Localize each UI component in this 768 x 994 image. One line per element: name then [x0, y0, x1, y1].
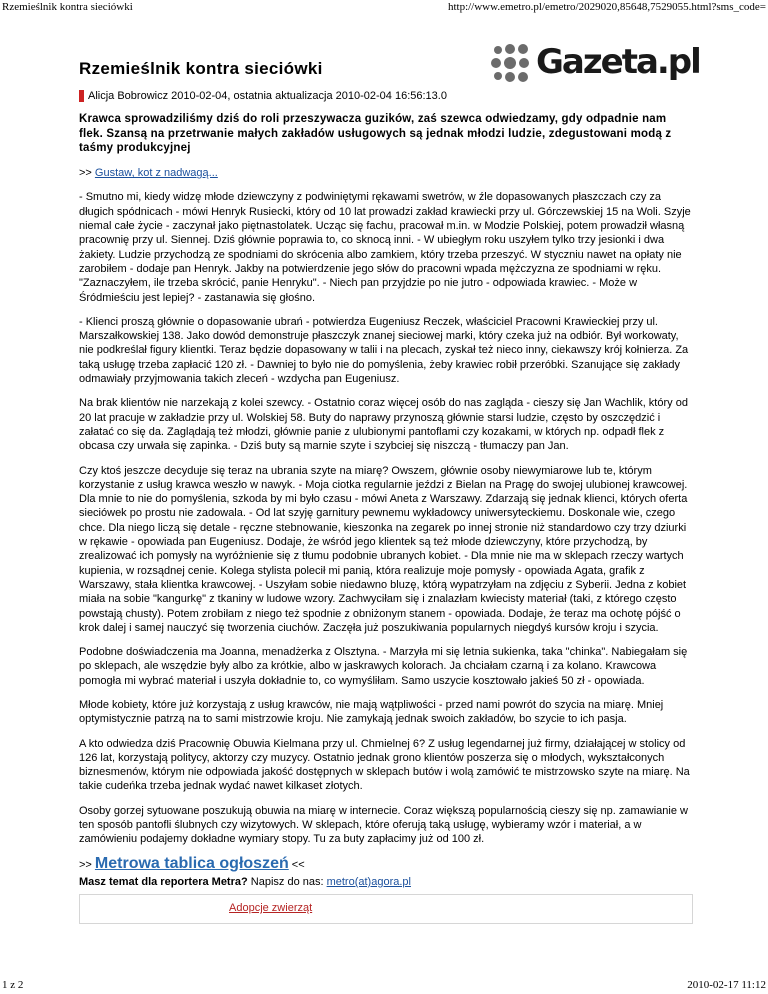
article-byline: Alicja Bobrowicz 2010-02-04, ostatnia aktualizacja 2010-02-04 16:56:13.0	[88, 90, 447, 102]
article-meta	[79, 89, 691, 103]
reporter-tip	[79, 875, 691, 889]
paragraph-2: - Klienci proszą głównie o dopasowanie ubrań - potwierdza Eugeniusz Reczek, właściciel Pracowni Krawieckiej przy ul. Marszałkowskiej 138. Jako dowód demonstruje płaszczyk znanej sieciowej marki, który czeka już na odbiór. Był workowaty, nie podkreślał figury klientki. Teraz będzie dopasowany w talii i na plecach, zyskał też nieco inny, ciekawszy krój kołnierza. Za taką usługę trzeba zapłacić 120 zł. - Dawniej to było nie do pomyślenia, żeby krawiec robił przeróbki. Szanujące się zakłady odmawiały przyjmowania takich zleceń - wzdycha pan Eugeniusz.	[79, 315, 689, 386]
related-prefix: >>	[79, 167, 92, 180]
article-title: Rzemieślnik kontra sieciówki	[79, 59, 323, 78]
print-timestamp: 2010-02-17 11:12	[687, 979, 766, 991]
paragraph-5: Podobne doświadczenia ma Joanna, menadżerka z Olsztyna. - Marzyła mi się letnia sukienka, taka "chinka". Nabiegałam się po sklepach, ale wszędzie były albo za krótkie, albo w jaskrawych kolorach. Ja chciałam czarną i za kolano. Krawcowa pomogła mi wybrać materiał i uszyła dokładnie to, co wymyśliłam. Samo uszycie kosztowało jakieś 50 zł - opowiada.	[79, 646, 688, 687]
tip-email-link[interactable]: metro(at)agora.pl	[326, 875, 411, 888]
tip-question: Masz temat dla reportera Metra?	[79, 875, 248, 888]
paragraph-1: - Smutno mi, kiedy widzę młode dziewczyny z podwiniętymi rękawami swetrów, w źle dopasowanych płaszczach czy za długich spódnicach - mówi Henryk Rusiecki, który od 10 lat prowadzi zakład krawiecki przy ul. Górczewskiej 15 na Woli. Szyje niemal całe życie - zaczynał jako piętnastolatek. Ucząc się fachu, pracował m.in. w Modzie Polskiej, potem prowadził własną pracownię przy ul. Siennej. Dziś głównie poprawia to, co sknocą inni. - W ubiegłym roku uszyłem tylko trzy jesionki i dwa żakiety. Ludzie przychodzą ze spodniami do skrócenia albo zamkiem, który trzeba przeszyć. W styczniu nawet na opłaty nie zarobiłem - dodaje pan Henryk. Jakby na potwierdzenie jego słów do pracowni wpada mężczyzna ze spodniami w ręku. "Zaznaczyłem, ile trzeba skrócić, panie Henryku". - Niech pan przyjdzie po nie jutro - odpowiada krawiec. - Może w Śródmieściu jest lepiej? - zastanawia się głośno.	[79, 191, 691, 304]
article-lead: Krawca sprowadziliśmy dziś do roli przeszywacza guzików, zaś szewca odwiedzamy, gdy odpadnie nam flek. Szansą na przetrwanie małych zakładów usługowych są jednak młodzi ludzie, zdegustowani modą z taśmy produkcyjnej	[79, 113, 672, 154]
page-counter: 1 z 2	[2, 979, 24, 991]
board-prefix: >>	[79, 858, 92, 871]
print-header	[0, 0, 768, 16]
related-link-row	[79, 166, 691, 180]
ads-box	[79, 894, 693, 924]
logo-wordmark: Gazeta.pl	[536, 42, 700, 82]
board-suffix: <<	[291, 858, 305, 871]
board-link[interactable]: Metrowa tablica ogłoszeń	[94, 854, 289, 872]
paragraph-6: Młode kobiety, które już korzystają z usług krawców, nie mają wątpliwości - przed nami powrót do szycia na miarę. Mniej optymistycznie patrzą na to sami mistrzowie kroju. Nie zamykają jednak swoich zakładów, bo szycie to ich pasja.	[79, 698, 664, 726]
paragraph-4: Czy ktoś jeszcze decyduje się teraz na ubrania szyte na miarę? Owszem, głównie osoby niewymiarowe lub te, którym korzystanie z usług krawca weszło w nawyk. - Moja ciotka regularnie jeździ z Bielan na Pragę do swojej ulubionej krawcowej. Dla mnie to nie do pomyślenia, szkoda by mi było czasu - mówi Aneta z Warszawy. Zdarzają się jednak klienci, których oferta sieciówek po prostu nie zadowala. - Od lat szyję garnitury pewnemu wykładowcy uniwersyteckiemu. Doskonale wie, czego chce. Dla niego liczą się detale - ręczne stebnowanie, kieszonka na zegarek po innej stronie niż standardowo czy trzy dziurki w rękawie - opowiada pan Eugeniusz. Dodaje, że wśród jego klientek są też młode dziewczyny, które przychodzą, by zrealizować ich pomysły na wyróżnienie się z tłumu podobnie ubranych kobiet. - Dla mnie nie ma w sklepach rzeczy wartych kupienia, w rozsądnej cenie. Kolega stylista polecił mi panią, która realizuje moje pomysły - opowiada Agata, grafik z Warszawy, stała klientka krawcowej. - Uszyłam sobie niedawno bluzę, którą wypatrzyłam na zdjęciu z Syberii. Jedna z kobiet miała na sobie "kangurkę" z tkaniny w ludowe wzory. Zachwyciłam się i znalazłam kwiecisty materiał (taki, z którego często powstają chusty). Potem zrobiłam z niego też spodnie z obniżonym stanem - opowiada. Dodaje, że teraz ma ochotę pójść o krok dalej i samej nauczyć się tworzenia ciuchów. Zaczęła już poszukiwania popularnych niegdyś kursów kroju i szycia.	[79, 464, 688, 634]
related-link[interactable]: Gustaw, kot z nadwagą...	[94, 167, 218, 180]
print-header-title: Rzemieślnik kontra sieciówki	[2, 1, 133, 13]
print-header-url: http://www.emetro.pl/emetro/2029020,85648,7529055.html?sms_code=	[447, 1, 766, 13]
ad-link-adoptions[interactable]: Adopcje zwierząt	[229, 902, 313, 915]
tip-text: Napisz do nas:	[247, 875, 327, 888]
paragraph-3: Na brak klientów nie narzekają z kolei szewcy. - Ostatnio coraz więcej osób do nas zagląda - cieszy się Jan Wachlik, który od 20 lat pracuje w zakładzie przy ul. Wolskiej 58. Buty do naprawy przynoszą głównie starsi ludzie, często by oszczędzić i załatać co się da. Zaglądają też młodzi, głównie panie z ulubionymi pantoflami czy kozakami, w których np. odpadł flek z obcasa czy urwała się zapinka. - Dziś buty są marnie szyte i szybciej się niszczą - tłumaczy pan Jan.	[79, 397, 688, 453]
paragraph-8: Osoby gorzej sytuowane poszukują obuwia na miarę w internecie. Coraz większą popularnością cieszy się np. zamawianie w ten sposób pantofli ślubnych czy wizytowych. W sklepach, które oferują taką usługę, wybieramy wzór i materiał, a w zamówieniu podajemy dokładne wymiary stopy. Tu za buty zapłacimy już od 100 zł.	[79, 804, 688, 846]
classifieds-board	[79, 854, 691, 872]
paragraph-7: A kto odwiedza dziś Pracownię Obuwia Kielmana przy ul. Chmielnej 6? Z usług legendarnej już firmy, działającej w stolicy od 126 lat, korzystają politycy, aktorzy czy muzycy. Ostatnio jednak grono klientów poszerza się o młodych, wykształconych biznesmenów, którym nie odpowiada jakość dostępnych w sklepach butów i wolą zamówić te mistrzowsko szyte na miarę. Na takie cudeńka trzeba jednak wydać nawet kilkaset złotych.	[79, 737, 690, 793]
meta-marker-icon	[79, 90, 84, 102]
article	[79, 58, 691, 924]
print-footer	[0, 978, 768, 994]
